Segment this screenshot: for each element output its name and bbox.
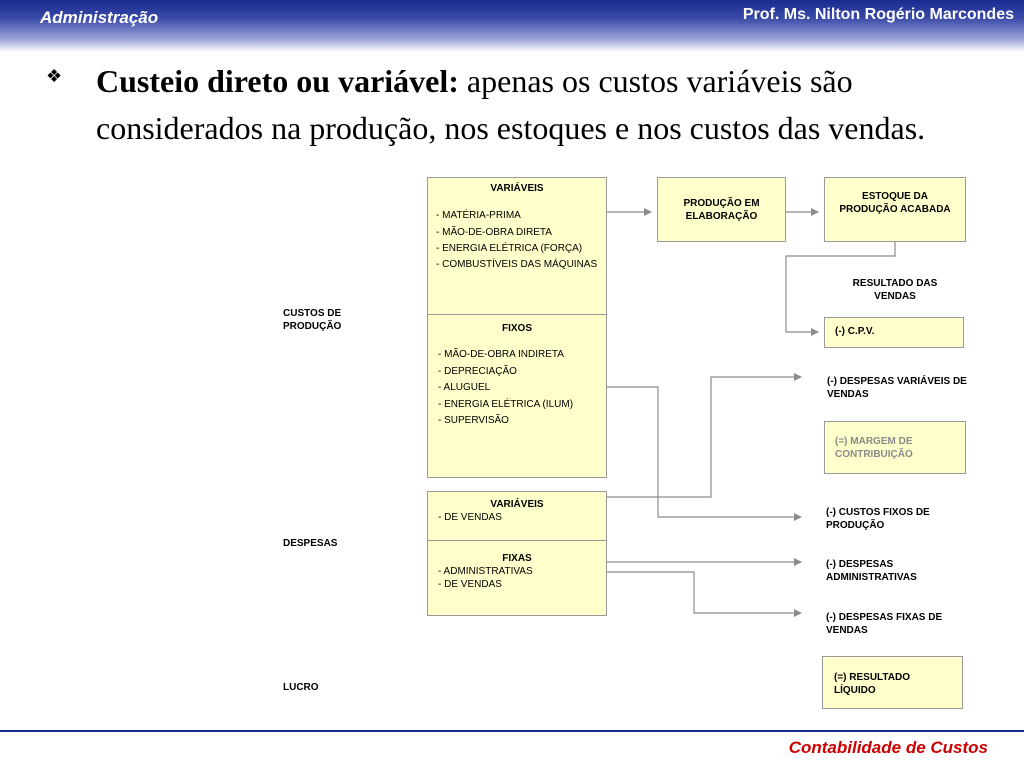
- box-producao-elaboracao: PRODUÇÃO EM ELABORAÇÃO: [657, 177, 786, 242]
- label-resultado-vendas: RESULTADO DAS VENDAS: [852, 278, 938, 302]
- list-item: - ADMINISTRATIVAS: [438, 566, 533, 577]
- box-despesas-fixas: [427, 540, 607, 616]
- box-despesas-fixas-title: FIXAS: [502, 553, 532, 564]
- list-item: - MATÉRIA-PRIMA: [436, 210, 521, 221]
- box-resultado-liquido: (=) RESULTADO LÍQUIDO: [822, 656, 963, 709]
- intro-definition: apenas os custos variáveis são considerados na produção, nos estoques e nos custos das vendas.: [96, 63, 926, 146]
- list-item: - ALUGUEL: [438, 382, 491, 393]
- footer-divider: [0, 730, 1024, 732]
- list-item: - DEPRECIAÇÃO: [438, 365, 517, 377]
- box-margem-contribuicao: [824, 421, 966, 474]
- box-cpv: (-) C.P.V.: [824, 317, 964, 348]
- box-despesas-variaveis: [427, 491, 607, 541]
- label-custos-fixos-producao: (-) CUSTOS FIXOS DE PRODUÇÃO: [826, 507, 930, 531]
- list-item: - COMBUSTÍVEIS DAS MÁQUINAS: [436, 258, 598, 270]
- bullet-icon: ❖: [46, 66, 63, 86]
- box-custos-fixos: [427, 314, 607, 478]
- box-estoque-producao: ESTOQUE DA PRODUÇÃO ACABADA: [824, 177, 966, 242]
- box-custos-fixos-title: FIXOS: [501, 323, 532, 334]
- intro-term: Custeio direto ou variável:: [96, 63, 459, 99]
- label-despesas: DESPESAS: [283, 538, 338, 549]
- list-item: - DE VENDAS: [438, 512, 502, 523]
- arrow-fixos-to-custos-fixos: [607, 387, 801, 517]
- list-item: - SUPERVISÃO: [438, 415, 509, 426]
- list-item: - ENERGIA ELÉTRICA (FORÇA): [436, 243, 583, 254]
- label-despesas-fixas-vendas: (-) DESPESAS FIXAS DE VENDAS: [826, 612, 943, 636]
- margem-contribuicao-text: (=) MARGEM DE CONTRIBUIÇÃO: [835, 436, 913, 460]
- list-item: - DE VENDAS: [438, 579, 502, 590]
- label-custos-producao: CUSTOS DE PRODUÇÃO: [283, 308, 342, 332]
- label-despesas-administrativas: (-) DESPESAS ADMINISTRATIVAS: [826, 559, 917, 583]
- arrow-fixas-to-despesas-fixas-vendas: [607, 572, 801, 613]
- footer-course-title: Contabilidade de Custos: [788, 738, 988, 757]
- box-custos-variaveis-title: VARIÁVEIS: [490, 183, 544, 194]
- list-item: - ENERGIA ELÉTRICA (ILUM): [438, 398, 574, 410]
- header-bar: [0, 0, 1024, 52]
- arrow-despvar-to-despesas-variaveis: [607, 377, 801, 497]
- label-despesas-variaveis-vendas: (-) DESPESAS VARIÁVEIS DE VENDAS: [827, 376, 967, 400]
- label-lucro: LUCRO: [283, 682, 319, 693]
- course-area-title: Administração: [40, 8, 159, 27]
- list-item: - MÃO-DE-OBRA INDIRETA: [438, 349, 564, 360]
- box-despesas-variaveis-title: VARIÁVEIS: [490, 499, 544, 510]
- intro-paragraph: [96, 58, 996, 152]
- professor-name: Prof. Ms. Nilton Rogério Marcondes: [742, 6, 1014, 23]
- box-custos-variaveis: [427, 177, 607, 315]
- list-item: - MÃO-DE-OBRA DIRETA: [436, 226, 552, 238]
